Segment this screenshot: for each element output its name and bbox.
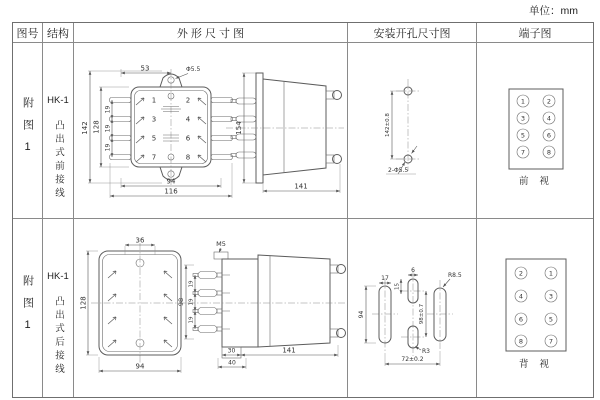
structure-text: 凸出式后接线 [53, 296, 64, 377]
terminal-circles [515, 267, 557, 347]
terminal-2: 2 [185, 96, 191, 105]
dim-19b: 19 [188, 298, 195, 306]
dim-40: 40 [228, 359, 236, 367]
terminal-drawing-back-view [477, 219, 593, 397]
header-install: 安装开孔尺寸图 [348, 23, 477, 43]
dim-154: 154 [235, 121, 243, 135]
row1-structure [43, 43, 74, 219]
dim-128: 128 [92, 120, 101, 134]
terminal-8: 8 [185, 153, 191, 162]
dim-phi55: Φ5.5 [186, 66, 201, 73]
terminal-circles [517, 95, 555, 158]
dim-98-07: 98±0.7 [419, 303, 425, 325]
model-text: HK-1 [47, 95, 69, 106]
terminal-4: 4 [185, 115, 191, 124]
dim-98: 98 [177, 297, 185, 307]
tv-num: 7 [548, 337, 554, 346]
dim-72-02: 72±0.2 [401, 356, 424, 363]
dim-53: 53 [140, 64, 150, 73]
dim-94: 94 [135, 362, 145, 371]
side-view [226, 73, 344, 193]
unit-label: 单位：mm [529, 5, 578, 17]
header-terminal: 端子图 [477, 23, 593, 43]
dim-142-08: 142±0.8 [385, 113, 391, 137]
side-view [177, 240, 348, 369]
dim-19c: 19 [188, 316, 195, 324]
dim-141: 141 [282, 346, 296, 355]
dim-94: 94 [358, 310, 365, 319]
front-view-dimensions [81, 65, 232, 199]
header-structure: 结构 [43, 23, 74, 43]
install-drawing-rear-wiring [348, 219, 477, 397]
terminal-3: 3 [151, 115, 157, 124]
model-text: HK-1 [47, 271, 69, 282]
dim-15: 15 [394, 283, 401, 290]
row2-structure [43, 219, 74, 397]
row2-install-cell [348, 219, 477, 397]
front-view [110, 69, 233, 185]
tv-num: 6 [546, 131, 552, 140]
dim-116: 116 [164, 187, 178, 196]
tv-num: 6 [518, 315, 524, 324]
dim-141: 141 [294, 182, 308, 191]
dim-94: 94 [166, 177, 176, 186]
dim-6: 6 [411, 267, 415, 274]
header-outline: 外 形 尺 寸 图 [74, 23, 348, 43]
caption-front-view: 前 视 [518, 176, 554, 187]
tv-num: 7 [520, 148, 526, 157]
outline-drawing-front-wiring [74, 43, 348, 219]
tv-num: 2 [546, 97, 552, 106]
radius-r85: R8.5 [448, 272, 462, 279]
dim-128: 128 [79, 296, 88, 310]
terminal-6: 6 [185, 134, 191, 143]
dim-19a: 19 [104, 105, 112, 114]
terminal-5: 5 [151, 134, 157, 143]
dim-19c: 19 [104, 143, 112, 152]
tv-num: 1 [520, 97, 526, 106]
dim-142: 142 [81, 121, 89, 135]
row1-outline-cell [74, 43, 348, 219]
side-pins [193, 272, 222, 333]
tv-num: 5 [520, 131, 526, 140]
spec-table [12, 22, 594, 398]
terminal-7: 7 [151, 153, 157, 162]
fig-no-text: 附图1 [21, 274, 34, 342]
structure-text: 凸出式前接线 [53, 120, 64, 201]
caption-back-view: 背 视 [518, 359, 554, 370]
row2-fig-no [13, 219, 43, 397]
dim-36: 36 [135, 236, 145, 245]
row1-install-cell [348, 43, 477, 219]
screw-label: M5 [216, 240, 226, 248]
tv-num: 8 [546, 148, 552, 157]
dim-19b: 19 [104, 124, 112, 133]
dim-19a: 19 [188, 280, 195, 288]
tv-num: 3 [520, 114, 526, 123]
back-view [80, 237, 190, 374]
tv-num: 4 [546, 114, 552, 123]
tv-num: 3 [548, 292, 554, 301]
dim-30: 30 [227, 347, 236, 355]
radius-r3: R3 [422, 348, 430, 355]
row2-outline-cell [74, 219, 348, 397]
tv-num: 1 [548, 269, 554, 278]
terminal-1: 1 [151, 96, 157, 105]
row1-terminal-cell [477, 43, 593, 219]
fig-no-text: 附图1 [21, 97, 34, 164]
install-drawing-front-wiring [348, 43, 477, 219]
dim-17: 17 [381, 275, 389, 282]
holes-label: 2-Φ5.5 [388, 167, 409, 174]
row2-terminal-cell [477, 219, 593, 397]
row1-fig-no [13, 43, 43, 219]
outline-drawing-rear-wiring [74, 219, 348, 397]
header-fig-no: 图号 [13, 23, 43, 43]
tv-num: 4 [518, 292, 524, 301]
terminal-drawing-front-view [477, 43, 593, 219]
tv-num: 2 [518, 269, 524, 278]
tv-num: 5 [548, 315, 554, 324]
tv-num: 8 [518, 337, 524, 346]
